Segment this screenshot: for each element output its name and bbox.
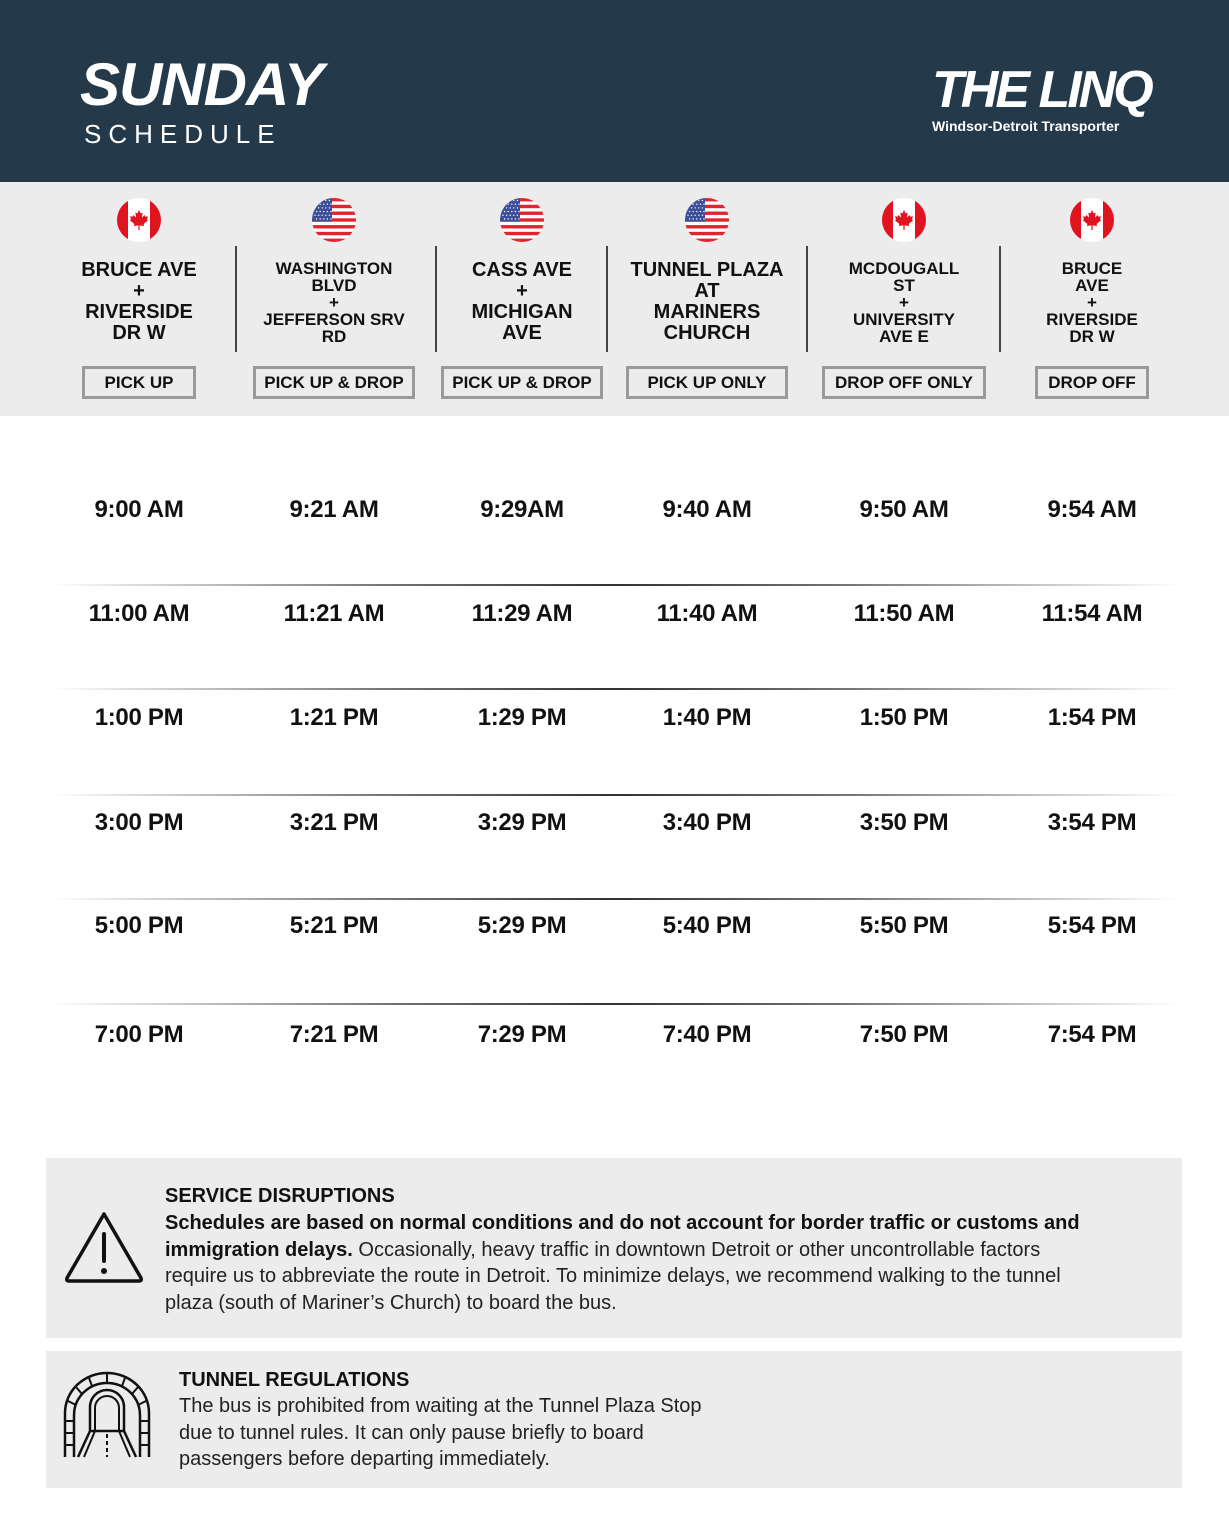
stop-name-line: +	[899, 293, 909, 312]
canada-flag-icon	[882, 198, 926, 242]
schedule-subtitle: SCHEDULE	[84, 119, 282, 149]
departure-time: 3:40 PM	[662, 809, 752, 836]
departure-time: 5:50 PM	[859, 912, 949, 939]
stop-name-line: BRUCE	[1061, 259, 1123, 278]
schedule-row	[0, 594, 1229, 634]
stop-name-line: RIVERSIDE	[1046, 310, 1138, 329]
departure-time: 7:29 PM	[477, 1021, 567, 1048]
column-divider	[435, 246, 437, 352]
departure-time: 7:21 PM	[289, 1021, 379, 1048]
schedule-row	[0, 906, 1229, 946]
service-type-label: DROP OFF	[1035, 366, 1149, 399]
notice-bold-line: immigration delays.	[165, 1238, 353, 1261]
stop-name-line: DR W	[112, 322, 166, 344]
stop-name-line: JEFFERSON SRV	[263, 310, 405, 329]
departure-time: 11:50 AM	[853, 600, 955, 627]
stop-name-line: TUNNEL PLAZA	[630, 259, 784, 281]
stop-name	[239, 260, 429, 345]
column-divider	[606, 246, 608, 352]
notice-bold-line: Schedules are based on normal conditions and do not account for border traffic or customs and	[165, 1212, 1080, 1234]
stop-name-line: AVE	[502, 322, 542, 344]
stop-name-line: BRUCE AVE	[81, 259, 197, 281]
stop-name-line: UNIVERSITY	[852, 310, 956, 329]
canada-flag-icon	[1070, 198, 1114, 242]
departure-time: 11:21 AM	[283, 600, 385, 627]
schedule-row	[0, 698, 1229, 738]
page-header	[0, 0, 1229, 182]
notice-line: Occasionally, heavy traffic in downtown Detroit or other uncontrollable factors	[352, 1238, 1041, 1261]
notice-body	[165, 1210, 1175, 1316]
notice-title: TUNNEL REGULATIONS	[179, 1369, 410, 1391]
departure-time: 5:40 PM	[662, 912, 752, 939]
departure-time: 1:54 PM	[1047, 704, 1137, 731]
stop-name-line: WASHINGTON	[275, 259, 393, 278]
service-type-label: PICK UP	[82, 366, 196, 399]
usa-flag-icon	[500, 198, 544, 242]
stop-name-line: AT	[694, 280, 720, 302]
stop-name-line: RD	[321, 327, 347, 346]
departure-time: 1:00 PM	[94, 704, 184, 731]
departure-time: 9:00 AM	[94, 496, 184, 523]
departure-time: 11:40 AM	[656, 600, 758, 627]
stops-header	[0, 182, 1229, 416]
departure-time: 11:29 AM	[471, 600, 573, 627]
column-divider	[999, 246, 1001, 352]
notice-title: SERVICE DISRUPTIONS	[165, 1185, 395, 1207]
stop-name-line: +	[516, 280, 528, 302]
stop-column	[997, 182, 1187, 416]
departure-time: 3:54 PM	[1047, 809, 1137, 836]
departure-time: 11:00 AM	[88, 600, 190, 627]
departure-time: 5:54 PM	[1047, 912, 1137, 939]
departure-time: 11:54 AM	[1041, 600, 1143, 627]
tunnel-regulations-notice	[46, 1351, 1182, 1488]
service-type-label: PICK UP & DROP	[253, 366, 415, 399]
row-divider	[50, 898, 1180, 900]
column-divider	[235, 246, 237, 352]
stop-name-line: BLVD	[311, 276, 357, 295]
stop-column	[809, 182, 999, 416]
row-divider	[50, 584, 1180, 586]
linq-logo	[932, 61, 1192, 134]
departure-time: 5:00 PM	[94, 912, 184, 939]
stop-name-line: MICHIGAN	[471, 301, 573, 323]
departure-time: 1:21 PM	[289, 704, 379, 731]
departure-time: 7:40 PM	[662, 1021, 752, 1048]
stop-name	[997, 260, 1187, 345]
departure-time: 1:40 PM	[662, 704, 752, 731]
row-divider	[50, 688, 1180, 690]
canada-flag-icon	[117, 198, 161, 242]
departure-time: 3:29 PM	[477, 809, 567, 836]
notice-line: passengers before departing immediately.	[179, 1448, 550, 1470]
departure-time: 7:00 PM	[94, 1021, 184, 1048]
stop-column	[612, 182, 802, 416]
row-divider	[50, 794, 1180, 796]
notice-line: due to tunnel rules. It can only pause briefly to board	[179, 1421, 644, 1444]
departure-time: 1:29 PM	[477, 704, 567, 731]
stop-name	[427, 260, 617, 344]
notice-line: The bus is prohibited from waiting at the Tunnel Plaza Stop	[179, 1395, 702, 1417]
warning-icon	[62, 1208, 146, 1290]
tunnel-icon	[62, 1371, 152, 1463]
notice-body	[179, 1393, 939, 1473]
stop-name-line: AVE E	[879, 327, 929, 346]
departure-time: 5:29 PM	[477, 912, 567, 939]
stop-name-line: RIVERSIDE	[85, 301, 193, 323]
stop-name-line: MCDOUGALL	[848, 259, 960, 278]
service-disruptions-notice	[46, 1158, 1182, 1338]
stop-name	[612, 260, 802, 344]
stop-column	[427, 182, 617, 416]
column-divider	[806, 246, 808, 352]
stop-name	[809, 260, 999, 345]
stop-name-line: +	[1087, 293, 1097, 312]
stop-name-line: +	[133, 280, 145, 302]
departure-time: 9:40 AM	[662, 496, 752, 523]
usa-flag-icon	[312, 198, 356, 242]
usa-flag-icon	[685, 198, 729, 242]
notice-line: require us to abbreviate the route in Detroit. To minimize delays, we recommend walking to the tunnel	[165, 1265, 1061, 1287]
service-type-label: PICK UP ONLY	[626, 366, 788, 399]
logo-tagline: Windsor-Detroit Transporter	[932, 118, 1120, 134]
logo-wordmark: THE LINQ	[932, 61, 1151, 119]
stop-column	[44, 182, 234, 416]
stop-name	[44, 260, 234, 344]
schedule-row	[0, 803, 1229, 843]
departure-time: 7:50 PM	[859, 1021, 949, 1048]
schedule-day-title: SUNDAY	[80, 51, 323, 118]
notice-line: plaza (south of Mariner’s Church) to board the bus.	[165, 1291, 617, 1314]
stop-name-line: AVE	[1075, 276, 1109, 295]
departure-time: 3:21 PM	[289, 809, 379, 836]
stop-name-line: DR W	[1069, 327, 1115, 346]
departure-time: 9:54 AM	[1047, 496, 1137, 523]
departure-time: 9:50 AM	[859, 496, 949, 523]
stop-column	[239, 182, 429, 416]
departure-time: 3:00 PM	[94, 809, 184, 836]
schedule-row	[0, 490, 1229, 530]
schedule-row	[0, 1015, 1229, 1055]
departure-time: 1:50 PM	[859, 704, 949, 731]
service-type-label: PICK UP & DROP	[441, 366, 603, 399]
stop-name-line: CASS AVE	[471, 259, 573, 281]
stop-name-line: MARINERS	[653, 301, 761, 323]
service-type-label: DROP OFF ONLY	[822, 366, 986, 399]
stop-name-line: +	[329, 293, 339, 312]
stop-name-line: CHURCH	[663, 322, 751, 344]
departure-time: 9:29AM	[480, 496, 564, 523]
row-divider	[50, 1003, 1180, 1005]
departure-time: 3:50 PM	[859, 809, 949, 836]
departure-time: 5:21 PM	[289, 912, 379, 939]
stop-name-line: ST	[893, 276, 915, 295]
departure-time: 9:21 AM	[289, 496, 379, 523]
departure-time: 7:54 PM	[1047, 1021, 1137, 1048]
